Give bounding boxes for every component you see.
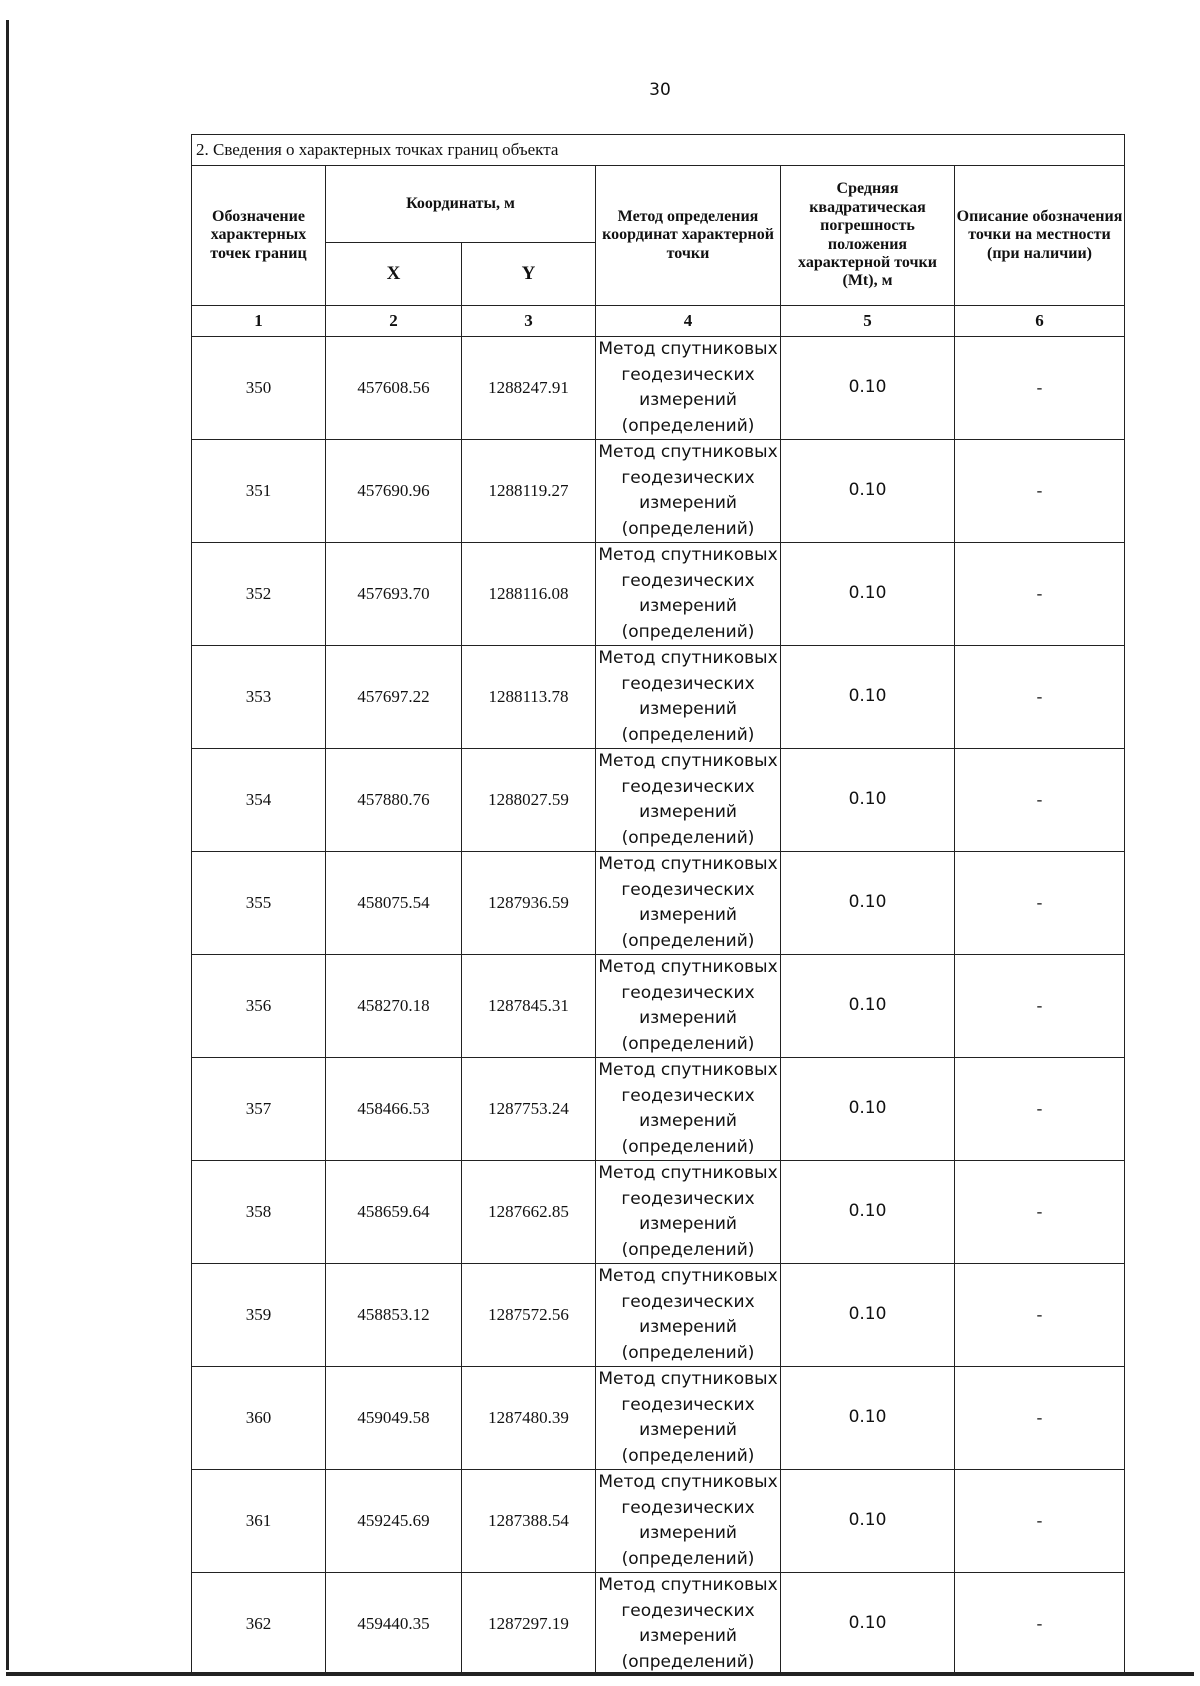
description-cell: - xyxy=(955,646,1125,749)
point-cell: 354 xyxy=(192,749,326,852)
point-cell: 351 xyxy=(192,440,326,543)
header-method: Метод определения координат характерной точки xyxy=(596,166,781,306)
accuracy-cell: 0.10 xyxy=(781,543,955,646)
method-cell: Метод спутниковых геодезических измерений (определений) xyxy=(596,543,781,646)
method-cell: Метод спутниковых геодезических измерений (определений) xyxy=(596,337,781,440)
y-coordinate-cell: 1287662.85 xyxy=(462,1161,596,1264)
y-coordinate-cell: 1287845.31 xyxy=(462,955,596,1058)
y-coordinate-cell: 1288027.59 xyxy=(462,749,596,852)
header-coordinates: Координаты, м xyxy=(326,166,596,243)
point-cell: 350 xyxy=(192,337,326,440)
description-cell: - xyxy=(955,1161,1125,1264)
table-row xyxy=(192,1058,1125,1161)
table-row xyxy=(192,749,1125,852)
x-coordinate-cell: 457608.56 xyxy=(326,337,462,440)
description-cell: - xyxy=(955,1470,1125,1573)
point-cell: 362 xyxy=(192,1573,326,1676)
x-coordinate-cell: 458075.54 xyxy=(326,852,462,955)
y-coordinate-cell: 1288116.08 xyxy=(462,543,596,646)
column-number: 6 xyxy=(955,306,1125,337)
accuracy-cell: 0.10 xyxy=(781,749,955,852)
point-cell: 357 xyxy=(192,1058,326,1161)
boundary-points-table xyxy=(191,134,1125,1676)
column-number-row xyxy=(192,306,1125,337)
accuracy-cell: 0.10 xyxy=(781,852,955,955)
y-coordinate-cell: 1288113.78 xyxy=(462,646,596,749)
method-cell: Метод спутниковых геодезических измерений (определений) xyxy=(596,852,781,955)
y-coordinate-cell: 1287936.59 xyxy=(462,852,596,955)
accuracy-cell: 0.10 xyxy=(781,1573,955,1676)
page-number: 30 xyxy=(649,80,671,100)
point-cell: 352 xyxy=(192,543,326,646)
description-cell: - xyxy=(955,955,1125,1058)
description-cell: - xyxy=(955,852,1125,955)
point-cell: 361 xyxy=(192,1470,326,1573)
table-row xyxy=(192,1470,1125,1573)
accuracy-cell: 0.10 xyxy=(781,955,955,1058)
method-cell: Метод спутниковых геодезических измерений (определений) xyxy=(596,1058,781,1161)
accuracy-cell: 0.10 xyxy=(781,1264,955,1367)
y-coordinate-cell: 1287753.24 xyxy=(462,1058,596,1161)
column-number: 5 xyxy=(781,306,955,337)
description-cell: - xyxy=(955,440,1125,543)
method-cell: Метод спутниковых геодезических измерений (определений) xyxy=(596,1470,781,1573)
x-coordinate-cell: 458853.12 xyxy=(326,1264,462,1367)
table-row xyxy=(192,646,1125,749)
accuracy-cell: 0.10 xyxy=(781,646,955,749)
x-coordinate-cell: 457880.76 xyxy=(326,749,462,852)
method-cell: Метод спутниковых геодезических измерений (определений) xyxy=(596,1367,781,1470)
method-cell: Метод спутниковых геодезических измерений (определений) xyxy=(596,646,781,749)
table-row xyxy=(192,955,1125,1058)
description-cell: - xyxy=(955,1264,1125,1367)
accuracy-cell: 0.10 xyxy=(781,1058,955,1161)
x-coordinate-cell: 458466.53 xyxy=(326,1058,462,1161)
accuracy-cell: 0.10 xyxy=(781,1470,955,1573)
table-row xyxy=(192,1264,1125,1367)
x-coordinate-cell: 458270.18 xyxy=(326,955,462,1058)
accuracy-cell: 0.10 xyxy=(781,337,955,440)
description-cell: - xyxy=(955,1367,1125,1470)
method-cell: Метод спутниковых геодезических измерений (определений) xyxy=(596,1161,781,1264)
header-y: Y xyxy=(462,243,596,306)
y-coordinate-cell: 1287297.19 xyxy=(462,1573,596,1676)
x-coordinate-cell: 459440.35 xyxy=(326,1573,462,1676)
description-cell: - xyxy=(955,1058,1125,1161)
point-cell: 353 xyxy=(192,646,326,749)
point-cell: 360 xyxy=(192,1367,326,1470)
method-cell: Метод спутниковых геодезических измерений (определений) xyxy=(596,1264,781,1367)
x-coordinate-cell: 458659.64 xyxy=(326,1161,462,1264)
point-cell: 358 xyxy=(192,1161,326,1264)
method-cell: Метод спутниковых геодезических измерений (определений) xyxy=(596,440,781,543)
table-row xyxy=(192,543,1125,646)
point-cell: 359 xyxy=(192,1264,326,1367)
accuracy-cell: 0.10 xyxy=(781,440,955,543)
table-row xyxy=(192,337,1125,440)
table-row xyxy=(192,440,1125,543)
description-cell: - xyxy=(955,543,1125,646)
accuracy-cell: 0.10 xyxy=(781,1367,955,1470)
y-coordinate-cell: 1287572.56 xyxy=(462,1264,596,1367)
point-cell: 355 xyxy=(192,852,326,955)
y-coordinate-cell: 1287480.39 xyxy=(462,1367,596,1470)
x-coordinate-cell: 457697.22 xyxy=(326,646,462,749)
x-coordinate-cell: 459245.69 xyxy=(326,1470,462,1573)
method-cell: Метод спутниковых геодезических измерений (определений) xyxy=(596,955,781,1058)
header-description: Описание обозначения точки на местности (при наличии) xyxy=(955,166,1125,306)
accuracy-cell: 0.10 xyxy=(781,1161,955,1264)
x-coordinate-cell: 457693.70 xyxy=(326,543,462,646)
column-number: 4 xyxy=(596,306,781,337)
table-row xyxy=(192,852,1125,955)
point-cell: 356 xyxy=(192,955,326,1058)
description-cell: - xyxy=(955,1573,1125,1676)
column-number: 1 xyxy=(192,306,326,337)
y-coordinate-cell: 1288119.27 xyxy=(462,440,596,543)
method-cell: Метод спутниковых геодезических измерений (определений) xyxy=(596,1573,781,1676)
x-coordinate-cell: 459049.58 xyxy=(326,1367,462,1470)
column-number: 3 xyxy=(462,306,596,337)
table-row xyxy=(192,1367,1125,1470)
x-coordinate-cell: 457690.96 xyxy=(326,440,462,543)
description-cell: - xyxy=(955,749,1125,852)
y-coordinate-cell: 1287388.54 xyxy=(462,1470,596,1573)
scan-edge-left xyxy=(6,20,9,1670)
section-title: 2. Сведения о характерных точках границ объекта xyxy=(192,135,1125,166)
table-row xyxy=(192,1161,1125,1264)
column-number: 2 xyxy=(326,306,462,337)
header-x: X xyxy=(326,243,462,306)
y-coordinate-cell: 1288247.91 xyxy=(462,337,596,440)
header-accuracy: Средняя квадратическая погрешность положения характерной точки (Mt), м xyxy=(781,166,955,306)
method-cell: Метод спутниковых геодезических измерений (определений) xyxy=(596,749,781,852)
description-cell: - xyxy=(955,337,1125,440)
header-designation: Обозначение характерных точек границ xyxy=(192,166,326,306)
table-row xyxy=(192,1573,1125,1676)
